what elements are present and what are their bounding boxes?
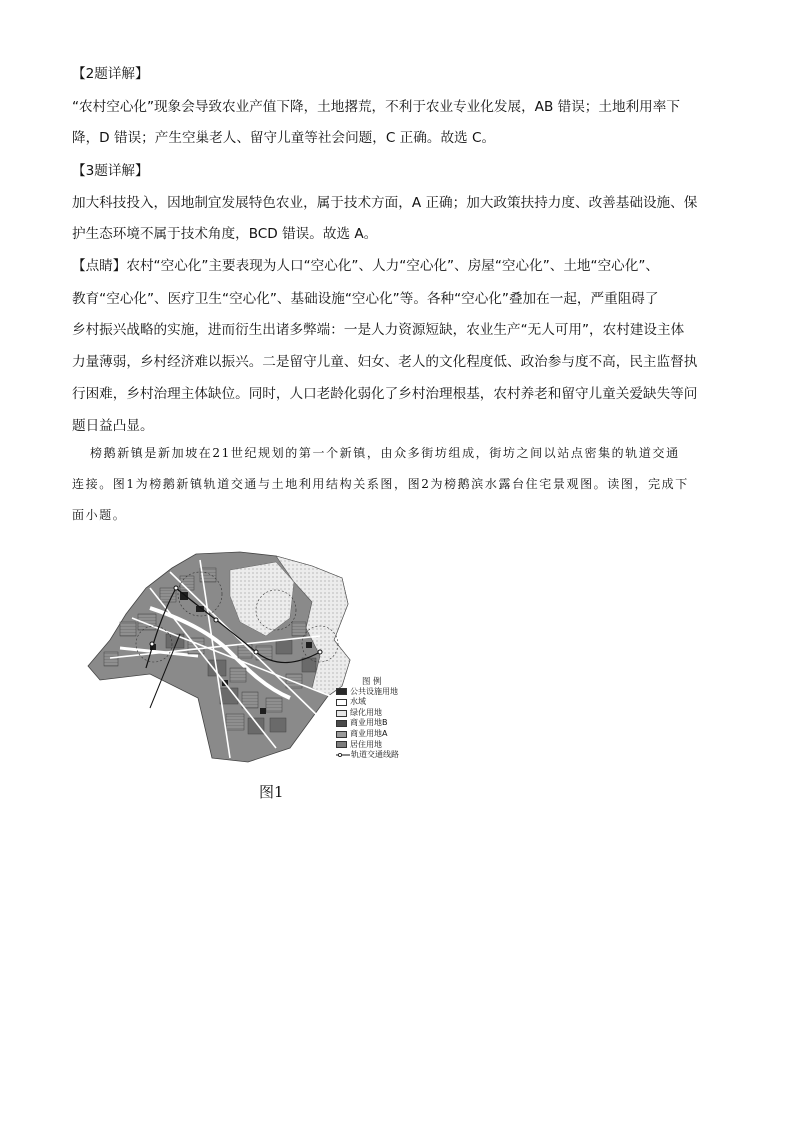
legend-rail-icon <box>336 751 350 759</box>
legend-label-green: 绿化用地 <box>350 707 382 717</box>
legend-item-water <box>336 697 399 708</box>
legend-label-rail: 轨道交通线路 <box>351 750 399 760</box>
legend-swatch-public <box>336 688 347 695</box>
legend-label-residential: 居住用地 <box>350 739 382 749</box>
question-intro-line-1: 榜鹅新镇是新加坡在21世纪规划的第一个新镇，由众多街坊组成，街坊之间以站点密集的轨道交通 <box>90 446 680 460</box>
legend-swatch-commercial-a <box>336 731 347 738</box>
legend-label-commercial-b: 商业用地B <box>350 718 388 728</box>
text-line-12: 题日益凸显。 <box>72 418 154 434</box>
question-intro-line-2: 连接。图1为榜鹅新镇轨道交通与土地利用结构关系图，图2为榜鹅滨水露台住宅景观图。读图，完成下 <box>72 477 689 491</box>
text-line-2: “农村空心化”现象会导致农业产值下降，土地撂荒，不利于农业专业化发展，AB 错误；土地利用率下 <box>72 99 680 115</box>
legend-label-public: 公共设施用地 <box>350 686 398 696</box>
text-line-9: 乡村振兴战略的实施，进而衍生出诸多弊端：一是人力资源短缺，农业生产“无人可用”，农村建设主体 <box>72 322 685 338</box>
legend-item-commercial-b <box>336 718 399 729</box>
text-line-1: 【2题详解】 <box>72 66 149 82</box>
legend-swatch-residential <box>336 741 347 748</box>
legend-label-commercial-a: 商业用地A <box>350 728 388 738</box>
question-intro-line-3: 面小题。 <box>72 508 127 522</box>
text-line-5: 加大科技投入，因地制宜发展特色农业，属于技术方面，A 正确；加大政策扶持力度、改善基础设施、保 <box>72 195 698 211</box>
legend-swatch-water <box>336 699 347 706</box>
map-legend <box>336 676 399 761</box>
legend-item-public <box>336 687 399 698</box>
legend-item-rail <box>336 750 399 761</box>
legend-title: 图 例 <box>362 676 382 686</box>
text-line-3: 降，D 错误；产生空巢老人、留守儿童等社会问题，C 正确。故选 C。 <box>72 130 496 146</box>
text-line-7: 【点睛】农村“空心化”主要表现为人口“空心化”、人力“空心化”、房屋“空心化”、土地“空心化”、 <box>72 258 659 274</box>
legend-item-commercial-a <box>336 729 399 740</box>
legend-swatch-commercial-b <box>336 720 347 727</box>
figure-caption: 图1 <box>259 783 284 801</box>
text-line-10: 力量薄弱，乡村经济难以振兴。二是留守儿童、妇女、老人的文化程度低、政治参与度不高，民主监督执 <box>72 354 698 370</box>
text-line-8: 教育“空心化”、医疗卫生“空心化”、基础设施“空心化”等。各种“空心化”叠加在一起，严重阻碍了 <box>72 291 659 307</box>
text-line-4: 【3题详解】 <box>72 163 149 179</box>
legend-label-water: 水域 <box>350 697 366 707</box>
text-line-6: 护生态环境不属于技术角度，BCD 错误。故选 A。 <box>72 226 378 242</box>
text-line-11: 行困难，乡村治理主体缺位。同时，人口老龄化弱化了乡村治理根基，农村养老和留守儿童关爱缺失等问 <box>72 386 698 402</box>
legend-swatch-green <box>336 710 347 717</box>
legend-item-green <box>336 708 399 719</box>
legend-item-residential <box>336 740 399 751</box>
